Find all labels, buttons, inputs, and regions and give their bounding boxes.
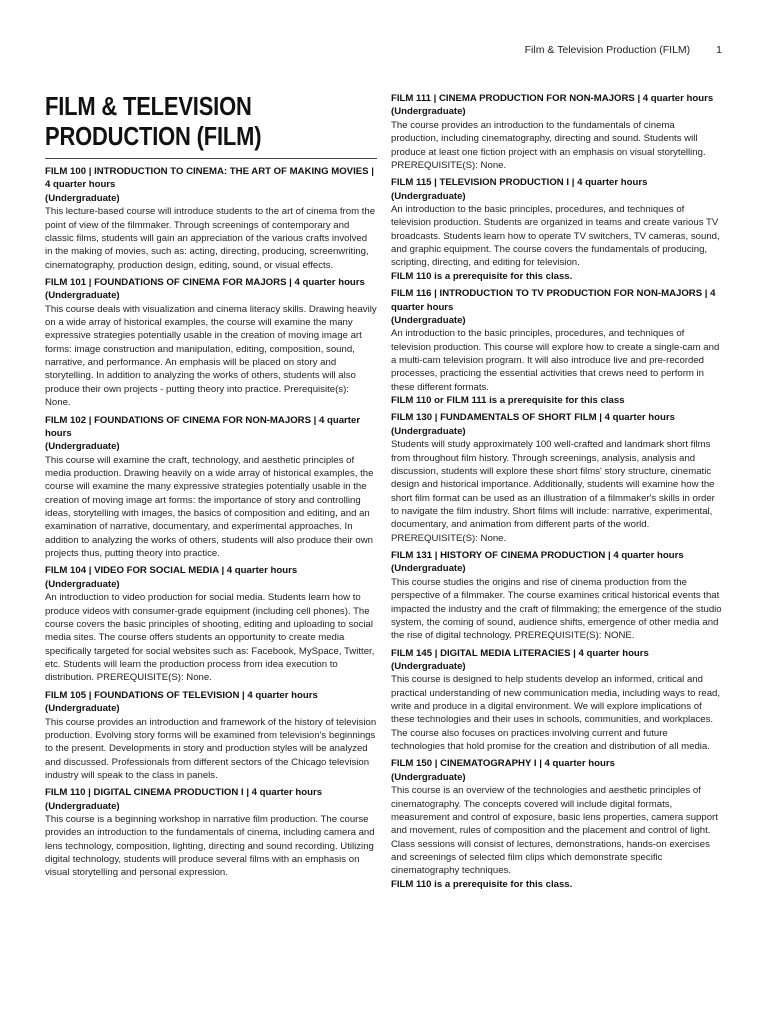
title-block — [45, 92, 377, 159]
course-description: An introduction to the basic principles, procedures, and techniques of television production. Students are organized in teams and create various TV broadcasts. Students learn how to operate TV switchers, TV cameras, sound, and graphic equipment. The course covers the fundamentals of producing, scripting, directing, and editing for television. — [391, 204, 720, 269]
left-column — [45, 92, 377, 884]
page-number: 1 — [716, 44, 722, 56]
course-description: This lecture-based course will introduce students to the art of cinema from the point of view of the filmmaker. Through screenings of contemporary and classic films, students will gain an appreciation of the various crafts involved in the making of movies, such as: acting, directing, producing, screenwriting, cinematography, production design, editing, sound, or visual effects. — [45, 206, 376, 271]
course-heading: FILM 131 | HISTORY OF CINEMA PRODUCTION | 4 quarter hours — [391, 550, 684, 562]
course-entry — [391, 287, 723, 407]
course-level: (Undergraduate) — [45, 703, 120, 715]
course-description: This course is an overview of the technologies and aesthetic principles of cinematography. The concepts covered will include digital formats, measurement and control of exposure, basic lens properties, camera support and movement, rules of composition and the placement and control of light. Class sessions will consist of lectures, demonstrations, hands-on exercises and screenings of selected film clips which demonstrate specific cinematography techniques. — [391, 785, 718, 877]
left-course-list — [45, 165, 377, 880]
course-description: This course deals with visualization and cinema literacy skills. Drawing heavily on a wide array of historical examples, the course will examine the many expressive strategies potentially usable in the creation of moving image art forms: image construction and manipulation, editing, composition, sound, narrative, and performance. An emphasis will be placed on story and storytelling. In addition to analyzing the works of others, students will also produce their own projects - putting theory into practice. Prerequisite(s): None. — [45, 303, 377, 409]
right-column — [391, 92, 723, 895]
course-entry — [45, 165, 377, 272]
running-header — [525, 44, 722, 56]
course-heading: FILM 150 | CINEMATOGRAPHY I | 4 quarter hours — [391, 758, 615, 770]
course-heading: FILM 130 | FUNDAMENTALS OF SHORT FILM | 4 quarter hours — [391, 412, 675, 424]
course-entry — [45, 689, 377, 783]
course-heading: FILM 104 | VIDEO FOR SOCIAL MEDIA | 4 quarter hours — [45, 565, 298, 577]
course-heading: FILM 145 | DIGITAL MEDIA LITERACIES | 4 quarter hours — [391, 647, 649, 659]
course-heading: FILM 110 | DIGITAL CINEMA PRODUCTION I | 4 quarter hours — [45, 787, 323, 799]
course-level: (Undergraduate) — [391, 660, 466, 672]
course-level: (Undergraduate) — [45, 192, 120, 204]
course-description: This course is designed to help students develop an informed, critical and practical understanding of new communication media, including ways to read, write and produce in a digital environment. We will explore implications of these technologies and their uses in schools, communities, and workplaces. The course also focuses on practices involving current and future technologies that hold promise for the creation and distribution of all media. — [391, 674, 721, 753]
course-level: (Undergraduate) — [391, 314, 466, 326]
course-description: The course provides an introduction to the fundamentals of cinema production, including cinematography, directing and sound. Students will produce at least one fiction project with an emphasis on visual storytelling. PREREQUISITE(S): None. — [391, 119, 706, 171]
course-level: (Undergraduate) — [45, 800, 120, 812]
course-level: (Undergraduate) — [391, 771, 466, 783]
course-entry — [391, 411, 723, 545]
running-title: Film & Television Production (FILM) — [524, 44, 691, 56]
course-description: This course will examine the craft, technology, and aesthetic principles of media production. Drawing heavily on a wide array of historical examples, the course will examine the many expressive strategies potentially usable in the creation of moving image art forms: the importance of story and controlling ideas, storytelling with images, the basics of composition and editing, and an examination of narrative, documentary, and experimental approaches. In addition to analyzing the works of others, students will also produce their own projects thus, putting theory into practice. — [45, 454, 374, 560]
course-prerequisite-note: FILM 110 or FILM 111 is a prerequisite for this class — [391, 395, 625, 407]
course-heading: FILM 100 | INTRODUCTION TO CINEMA: THE ART OF MAKING MOVIES | 4 quarter hours — [45, 166, 374, 191]
course-heading: FILM 115 | TELEVISION PRODUCTION I | 4 quarter hours — [391, 177, 648, 189]
course-entry — [45, 414, 377, 561]
course-level: (Undergraduate) — [391, 106, 466, 118]
course-entry — [45, 564, 377, 684]
course-description: This course provides an introduction and framework of the history of television production. Evolving story forms will be examined from television's beginnings to the present. Developments in story and production styles will be analyzed and discussed. Professionals from different sectors of the Chicago television industry will speak to the class in panels. — [45, 716, 377, 781]
course-heading: FILM 111 | CINEMA PRODUCTION FOR NON-MAJORS | 4 quarter hours — [391, 93, 714, 104]
course-description: Students will study approximately 100 well-crafted and landmark short films from throughout film history. Through screenings, analysis, analysis and discussion, students will explore these short films' story structure, cinematic design and historical importance. Additionally, students will examine how the short film format can be used as an illustration of a filmmaker's skills in order to navigate the film industry. Short films will include: narrative, experimental, documentary, and animation from different parts of the world. PREREQUISITE(S): None. — [391, 439, 715, 544]
course-description: This course is a beginning workshop in narrative film production. The course provides an introduction to the fundamentals of cinema, including camera and lens technology, composition, lighting, directing and sound recording. Utilizing digital technology, students will produce several films with an emphasis on visual storytelling and personal expression. — [45, 814, 375, 879]
course-entry — [391, 176, 723, 283]
course-entry — [45, 276, 377, 410]
page-title: FILM & TELEVISION PRODUCTION (FILM) — [45, 93, 262, 151]
course-description: An introduction to video production for social media. Students learn how to produce videos with consumer-grade equipment (including cell phones). The course covers the basic principles of shooting, editing and uploading to social media sites. The course offers students an opportunity to create media specifically targeted for social websites such as: Facebook, MySpace, Twitter, etc. Students will learn the production process from idea execution to distribution. PREREQUISITE(S): None. — [45, 592, 375, 684]
course-level: (Undergraduate) — [391, 563, 466, 575]
course-description: An introduction to the basic principles, procedures, and techniques of television production. This course will explore how to create a single-cam and a multi-cam television program. It will also introduce live and pre-recorded processes, practicing the essential activities that crews need to perform in these different formats. — [391, 328, 720, 393]
course-prerequisite-note: FILM 110 is a prerequisite for this class. — [391, 270, 573, 282]
course-prerequisite-note: FILM 110 is a prerequisite for this class. — [391, 878, 573, 890]
course-level: (Undergraduate) — [45, 441, 120, 453]
course-level: (Undergraduate) — [45, 290, 120, 302]
course-entry — [45, 786, 377, 880]
course-heading: FILM 101 | FOUNDATIONS OF CINEMA FOR MAJORS | 4 quarter hours — [45, 276, 365, 288]
course-level: (Undergraduate) — [45, 578, 120, 590]
course-heading: FILM 105 | FOUNDATIONS OF TELEVISION | 4 quarter hours — [45, 689, 318, 701]
course-entry — [391, 647, 723, 754]
course-entry — [391, 92, 723, 172]
course-entry — [391, 549, 723, 643]
course-heading: FILM 116 | INTRODUCTION TO TV PRODUCTION FOR NON-MAJORS | 4 quarter hours — [391, 288, 716, 313]
course-entry — [391, 757, 723, 891]
course-description: This course studies the origins and rise of cinema production from the perspective of a filmmaker. The course examines critical historical events that impacted the industry and the craft of filmmaking; the emergence of the studio system, the coming of sound, audience shifts, emergence of other media and the rise of digital technology. PREREQUISITE(S): NONE. — [391, 576, 722, 642]
course-level: (Undergraduate) — [391, 425, 466, 437]
course-heading: FILM 102 | FOUNDATIONS OF CINEMA FOR NON-MAJORS | 4 quarter hours — [45, 414, 361, 439]
right-course-list — [391, 92, 723, 891]
course-level: (Undergraduate) — [391, 190, 466, 202]
